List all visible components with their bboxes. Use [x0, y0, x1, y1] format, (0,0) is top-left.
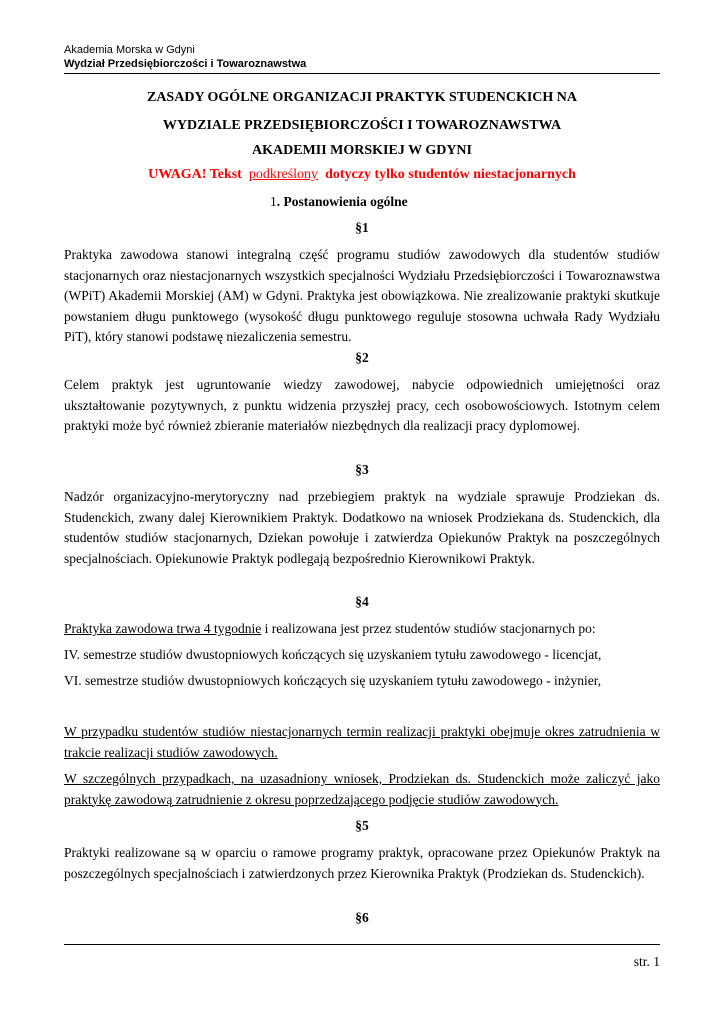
page-number: str. 1 — [633, 954, 660, 969]
chapter-number: 1 — [270, 194, 277, 209]
document-title-line-1: ZASADY OGÓLNE ORGANIZACJI PRAKTYK STUDENCKICH NA — [146, 90, 578, 105]
document-title-line-2: WYDZIALE PRZEDSIĘBIORCZOŚCI I TOWAROZNAWSTWA — [162, 118, 562, 133]
warning-note — [64, 166, 660, 184]
section-5-text: Praktyki realizowane są w oparciu o ramowe programy praktyk, opracowane przez Opiekunów Praktyk na poszczególnych specjalnościach i zatwierdzonych przez Kierownika Praktyk (Prodziekan ds. Studenckich). — [64, 845, 660, 881]
section-3-heading: §3 — [355, 462, 369, 477]
section-4-intro — [64, 620, 660, 638]
section-4-intro-rest: i realizowana jest przez studentów studiów stacjonarnych po: — [261, 621, 596, 636]
section-2-heading: §2 — [355, 350, 369, 365]
warning-suffix: dotyczy tylko studentów niestacjonarnych — [325, 167, 576, 182]
header-institution: Akademia Morska w Gdyni — [64, 44, 195, 56]
header-faculty: Wydział Przedsiębiorczości i Towaroznawstwa — [64, 58, 307, 70]
chapter-title: . Postanowienia ogólne — [276, 194, 408, 209]
section-4-paragraph-2: W szczególnych przypadkach, na uzasadniony wniosek, Prodziekan ds. Studenckich może zaliczyć jako praktykę zawodową zatrudnienie z okresu poprzedzającego podjęcie studiów zawodowych. — [64, 771, 660, 807]
section-3-text: Nadzór organizacyjno-merytoryczny nad przebiegiem praktyk na wydziale sprawuje Prodziekan ds. Studenckich, zwany dalej Kierownikiem Praktyk. Dodatkowo na wniosek Prodziekana ds. Studenckich, dla studentów studiów stacjonarnych, Dziekan powołuje i zatwierdza Opiekunów Praktyk na poszczególnych specjalnościach. Opiekunowie Praktyk podlegają bezpośrednio Kierownikowi Praktyk. — [64, 489, 660, 566]
section-4-item-2: VI. semestrze studiów dwustopniowych kończących się uzyskaniem tytułu zawodowego - inżynier, — [64, 673, 602, 688]
footer-divider — [64, 944, 660, 945]
section-4-item-1: IV. semestrze studiów dwustopniowych kończących się uzyskaniem tytułu zawodowego - licencjat, — [64, 647, 602, 662]
section-1-text: Praktyka zawodowa stanowi integralną część programu studiów zawodowych dla studentów studiów stacjonarnych oraz niestacjonarnych wszystkich specjalności Wydziału Przedsiębiorczości i Towaroznawstwa (WPiT) Akademii Morskiej (AM) w Gdyni. Praktyka jest obowiązkowa. Nie zrealizowanie praktyki skutkuje powstaniem długu punktowego (wysokość długu punktowego reguluje stosowna uchwała Rady Wydziału PiT), który stanowi podstawę niezaliczenia semestru. — [64, 247, 660, 344]
document-title-line-3: AKADEMII MORSKIEJ W GDYNI — [251, 143, 472, 158]
section-4-intro-underlined: Praktyka zawodowa trwa 4 tygodnie — [64, 621, 262, 636]
chapter-heading — [270, 193, 470, 211]
warning-prefix: UWAGA! Tekst — [148, 167, 242, 182]
section-1-heading: §1 — [355, 220, 369, 235]
warning-underlined-word: podkreślony — [248, 167, 319, 182]
section-5-heading: §5 — [355, 818, 369, 833]
section-2-text: Celem praktyk jest ugruntowanie wiedzy zawodowej, nabycie odpowiednich umiejętności oraz ukształtowanie pozytywnych, z punktu widzenia przyszłej pracy, cech osobowościowych. Istotnym celem praktyki może być również zbieranie materiałów niezbędnych dla realizacji pracy dyplomowej. — [64, 377, 660, 433]
header-divider — [64, 73, 660, 74]
section-4-paragraph-1: W przypadku studentów studiów niestacjonarnych termin realizacji praktyki obejmuje okres zatrudnienia w trakcie realizacji studiów zawodowych. — [64, 724, 660, 760]
section-4-heading: §4 — [355, 594, 369, 609]
section-6-heading: §6 — [355, 910, 369, 925]
